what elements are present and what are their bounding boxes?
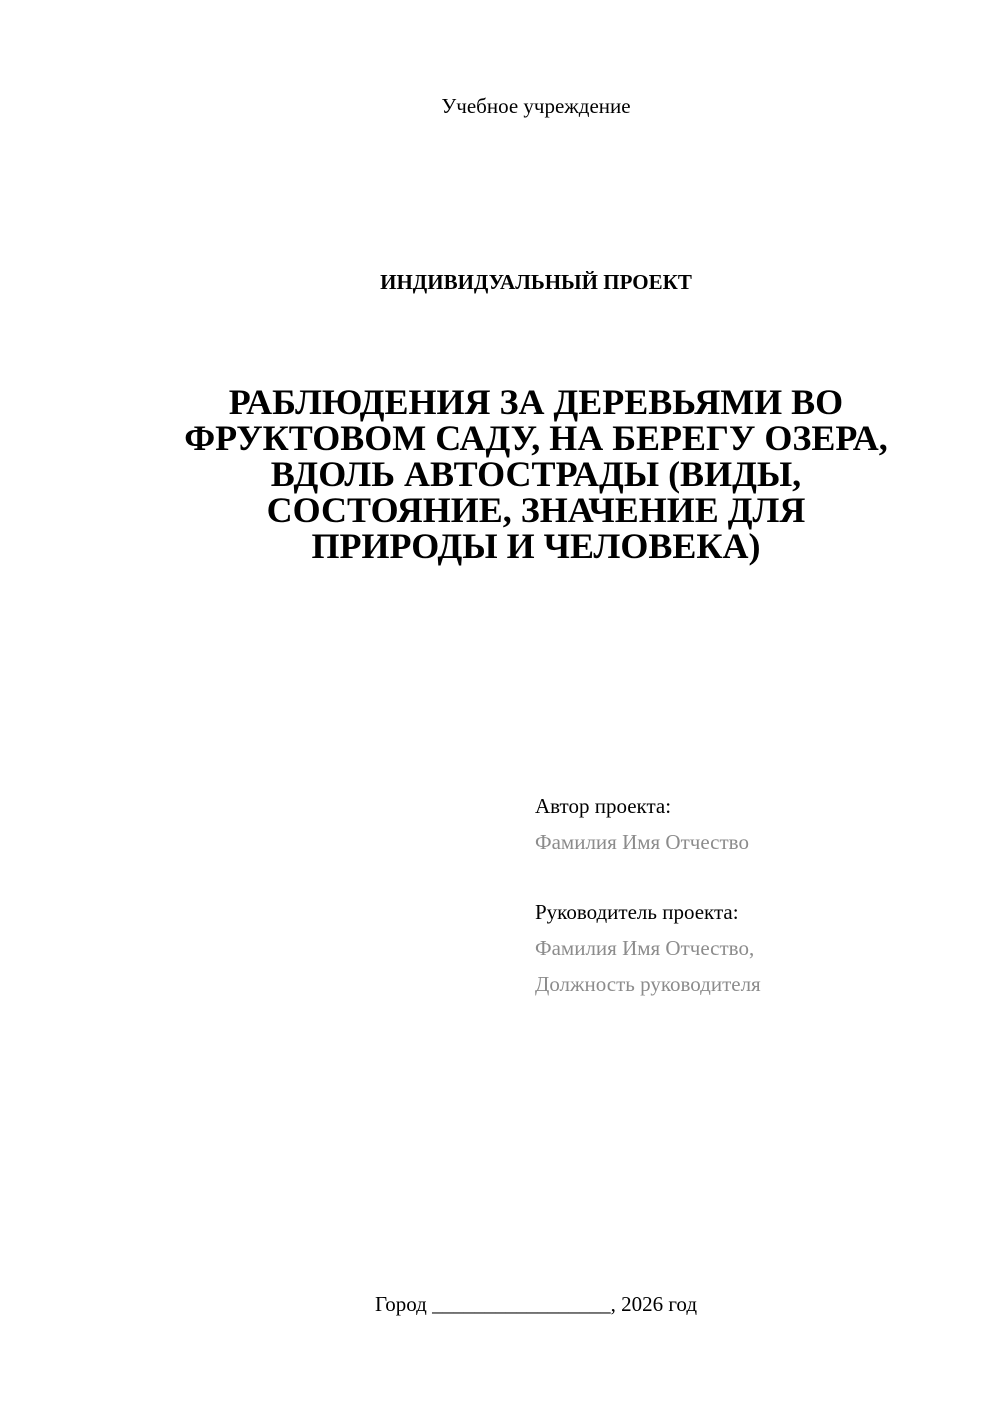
project-title (130, 384, 942, 564)
city-year-line: Город _________________, 2026 год (374, 1292, 698, 1316)
title-line: ПРИРОДЫ И ЧЕЛОВЕКА) (311, 526, 761, 566)
document-type: ИНДИВИДУАЛЬНЫЙ ПРОЕКТ (380, 270, 692, 294)
credits-block (535, 788, 975, 1002)
title-line: РАБЛЮДЕНИЯ ЗА ДЕРЕВЬЯМИ ВО (228, 382, 844, 422)
supervisor-position: Должность руководителя (535, 972, 761, 996)
supervisor-name: Фамилия Имя Отчество, (535, 936, 755, 960)
title-line: ФРУКТОВОМ САДУ, НА БЕРЕГУ ОЗЕРА, (184, 418, 888, 458)
title-line: СОСТОЯНИЕ, ЗНАЧЕНИЕ ДЛЯ (266, 490, 806, 530)
author-name: Фамилия Имя Отчество (535, 830, 749, 854)
supervisor-label: Руководитель проекта: (535, 900, 739, 924)
title-line: ВДОЛЬ АВТОСТРАДЫ (ВИДЫ, (270, 454, 802, 494)
spacer (535, 860, 975, 894)
author-label: Автор проекта: (535, 794, 672, 818)
institution-name: Учебное учреждение (441, 94, 631, 118)
